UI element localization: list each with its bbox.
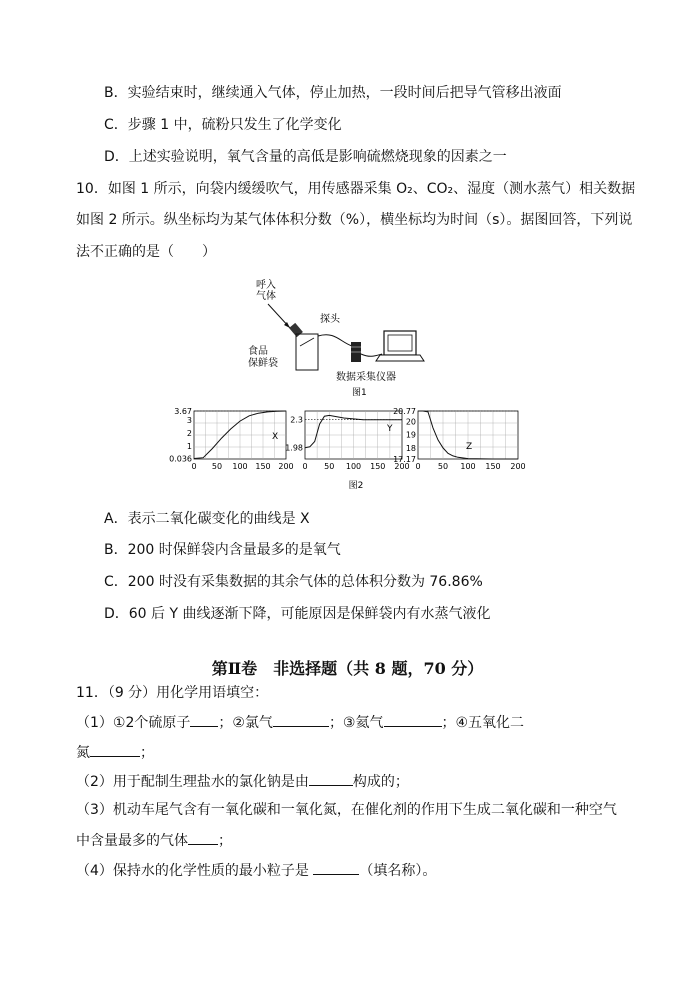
chart-1-xtick-label: 200: [278, 462, 294, 471]
q11-part1-line2: [76, 742, 154, 763]
q11-part1-end: ；: [140, 745, 154, 761]
blow-label-2: 气体: [256, 291, 276, 302]
chart-1-xtick-label: 0: [191, 462, 197, 471]
chart-1-ytick-label: 3: [186, 415, 192, 425]
bag-label-1: 食品: [248, 346, 268, 357]
answer-blank-6[interactable]: [188, 830, 218, 845]
chart-2-xtick-label: 100: [345, 462, 362, 471]
chart-3-ytick-label: 17.17: [393, 455, 416, 464]
chart-1-ytick-label: 3.67: [174, 407, 192, 416]
chart-2-ytick-label: 1.98: [285, 443, 303, 453]
q11-part1-text-d: ；④五氧化二: [441, 715, 525, 731]
figure-1: [240, 276, 440, 398]
q11-part4-text-b: （填名称）。: [359, 863, 437, 879]
chart-3-xtick-label: 100: [460, 462, 476, 471]
q11-part2-text-a: （2）用于配制生理盐水的氯化钠是由: [76, 774, 309, 790]
q11-header: 11．（9 分）用化学用语填空：: [76, 685, 269, 701]
figure-2-caption: 图2: [348, 481, 364, 491]
chart-1-ytick-label: 1: [186, 441, 192, 451]
chart-3-ytick-label: 18: [405, 443, 416, 453]
q11-part2: [76, 771, 409, 792]
chart-2-series-label: Y: [387, 424, 393, 434]
q11-part4: [76, 860, 436, 881]
q11-part1-text-b: ；②氯气: [218, 715, 273, 731]
q10-option-c: C．200 时没有采集数据的其余气体的总体积分数为 76.86%: [104, 574, 483, 590]
q10-option-b: B．200 时保鲜袋内含量最多的是氧气: [104, 542, 341, 558]
answer-blank-1[interactable]: [190, 712, 218, 727]
chart-2-xtick-label: 200: [394, 462, 410, 471]
q11-part3-line1: （3）机动车尾气含有一氧化碳和一氧化氮，在催化剂的作用下生成二氧化碳和一种空气: [76, 802, 617, 818]
section-2-title: 第Ⅱ卷 非选择题（共 8 题，70 分）: [211, 659, 484, 678]
chart-1-series-label: X: [272, 432, 279, 442]
chart-3-ytick-label: 20.77: [393, 407, 416, 416]
chart-3-xtick-label: 150: [485, 462, 501, 471]
chart-3-xtick-label: 0: [415, 462, 421, 471]
q11-part3-line2: [76, 830, 232, 851]
q11-part1-line1: [76, 712, 524, 733]
q11-part1-text-a: （1）①2个硫原子: [76, 715, 191, 731]
q11-part4-text-a: （4）保持水的化学性质的最小粒子是: [76, 863, 314, 879]
chart-1-xtick-label: 100: [232, 462, 248, 471]
q11-part3-end: ；: [218, 833, 232, 849]
device-label: 数据采集仪器: [336, 372, 396, 383]
bag-label-2: 保鲜袋: [248, 358, 278, 369]
chart-1-xtick-label: 50: [211, 462, 223, 471]
q11-part3-text: 中含量最多的气体: [76, 833, 188, 849]
chart-3-ytick-label: 20: [405, 417, 416, 427]
chart-1-xtick-label: 150: [255, 462, 271, 471]
prev-option-b: B．实验结束时，继续通入气体，停止加热，一段时间后把导气管移出液面: [104, 85, 562, 101]
answer-blank-4[interactable]: [90, 742, 140, 757]
chart-2-xtick-label: 0: [302, 462, 308, 471]
prev-option-c: C．步骤 1 中，硫粉只发生了化学变化: [104, 117, 342, 133]
figure-2: [160, 402, 540, 494]
chart-2-xtick-label: 150: [370, 462, 386, 471]
q10-option-a: A．表示二氧化碳变化的曲线是 X: [104, 511, 310, 527]
q10-stem-line3: 法不正确的是（ ）: [76, 244, 216, 260]
probe-cable: [318, 335, 352, 346]
q11-part2-text-b: 构成的；: [352, 774, 409, 790]
chart-2-xtick-label: 50: [324, 462, 335, 471]
probe-inside: [300, 338, 314, 346]
chart-2-ytick-label: 2.3: [290, 415, 303, 425]
q11-part1-text-c: ；③氦气: [328, 715, 384, 731]
chart-1-ytick-label: 0.036: [169, 454, 192, 464]
answer-blank-7[interactable]: [313, 860, 359, 875]
chart-3-ytick-label: 19: [405, 430, 416, 440]
prev-option-d: D．上述实验说明，氧气含量的高低是影响硫燃烧现象的因素之一: [104, 149, 507, 165]
probe-label: 探头: [320, 314, 340, 325]
q11-part1-text-e: 氮: [76, 745, 90, 761]
q10-option-d: D．60 后 Y 曲线逐渐下降，可能原因是保鲜袋内有水蒸气液化: [104, 606, 491, 622]
chart-1-ytick-label: 2: [186, 428, 192, 438]
q10-stem-line1: 10．如图 1 所示，向袋内缓缓吹气，用传感器采集 O₂、CO₂、湿度（测水蒸气）相关数据: [76, 181, 636, 197]
food-bag: [296, 334, 318, 370]
answer-blank-3[interactable]: [384, 712, 442, 727]
chart-3-series-label: Z: [466, 442, 473, 452]
chart-3-xtick-label: 50: [437, 462, 449, 471]
q10-stem-line2: 如图 2 所示。纵坐标均为某气体体积分数（%），横坐标均为时间（s）。据图回答，下列说: [76, 212, 633, 228]
chart-3-xtick-label: 200: [510, 462, 526, 471]
figure-1-caption: 图1: [352, 388, 367, 398]
blow-label-1: 呼入: [256, 280, 276, 291]
answer-blank-2[interactable]: [273, 712, 329, 727]
answer-blank-5[interactable]: [309, 771, 353, 786]
laptop-base: [376, 355, 424, 361]
